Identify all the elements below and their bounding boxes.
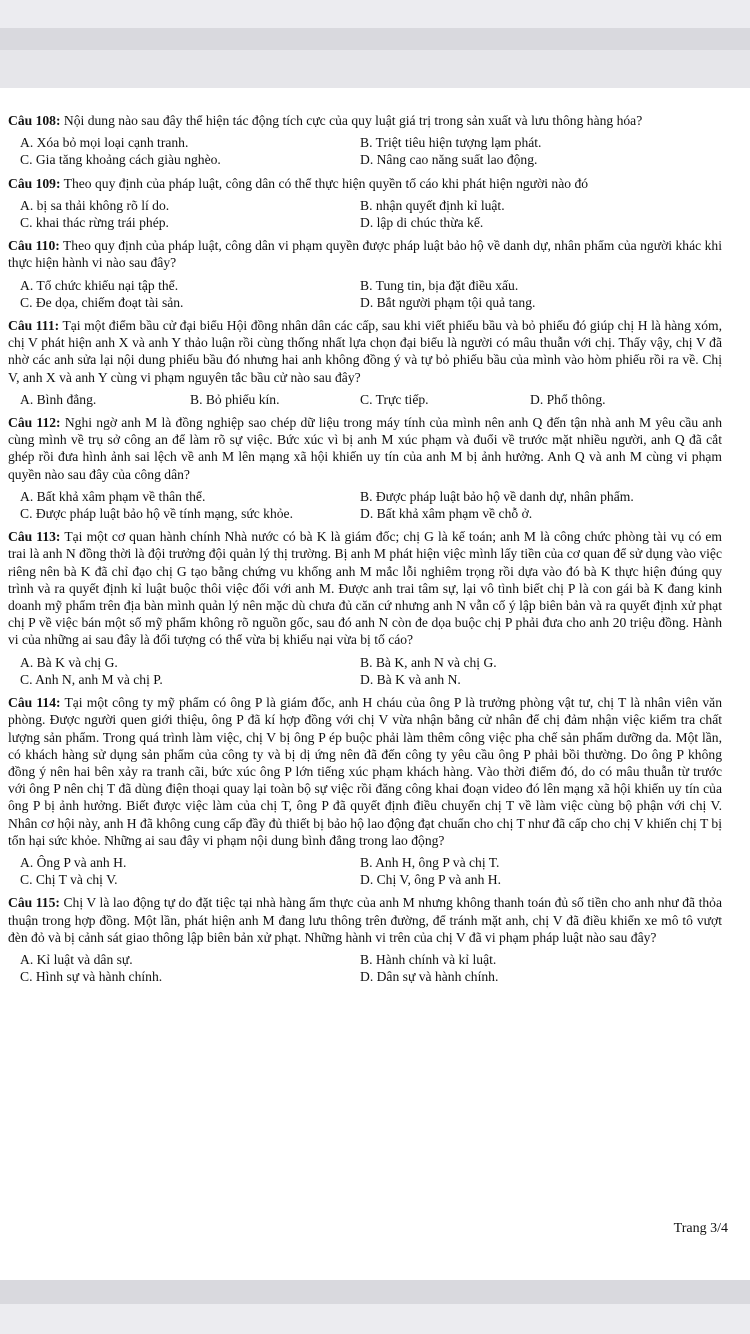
option-d: D. Nâng cao năng suất lao động. (360, 152, 538, 168)
option-d: D. Bà K và anh N. (360, 671, 461, 687)
bottom-divider (0, 1280, 750, 1304)
exam-page (0, 88, 750, 1280)
option-c: C. Gia tăng khoảng cách giàu nghèo. (20, 152, 221, 168)
option-a: A. Xóa bỏ mọi loại cạnh tranh. (20, 135, 189, 151)
question-text: Theo quy định của pháp luật, công dân có thể thực hiện quyền tố cáo khi phát hiện người nào đó (63, 175, 589, 191)
option-c: C. Anh N, anh M và chị P. (20, 671, 163, 687)
question-text: Tại một công ty mỹ phẩm có ông P là giám đốc, anh H cháu của ông P là trưởng phòng vật tư, chị T là nhân viên văn phòng. Được người quen giới thiệu, ông P đã kí hợp đồng với chị V vừa nhận bằng cử nhân để chị đảm nhận việc kiểm tra chất lượng sản phẩm. Trong quá trình làm việc, chị V bị ông P ép buộc phải làm thêm công việc pha chế sản phẩm dưỡng da. Một lần, có khách hàng sử dụng sản phẩm của công ty và bị dị ứng nên đã đến công ty yêu cầu ông P phải bồi thường. Do ông P không đồng ý nên hai bên xảy ra tranh cãi, bức xúc ông P lớn tiếng xúc phạm khách hàng. Vào thời điểm đó, do có mâu thuẫn từ trước với ông P nên chị T đã dùng điện thoại quay lại toàn bộ sự việc rồi đăng công khai đoạn video đó lên mạng xã hội khiến uy tín của ông P bị ảnh hưởng. Biết được việc làm của chị T, ông P đã quyết định điều chuyển chị T về làm việc cùng bộ phận với chị V. Nhân cơ hội này, anh H đã không cung cấp đầy đủ thiết bị bảo hộ lao động đạt chuẩn cho chị T như đã cấp cho chị V khiến chị T bị tổn hại sức khỏe. Những ai sau đây vi phạm nội dung bình đẳng trong lao động? (8, 695, 723, 848)
option-c: C. Chị T và chị V. (20, 872, 118, 888)
option-b: B. Hành chính và kỉ luật. (360, 951, 497, 967)
question-text: Nghi ngờ anh M là đồng nghiệp sao chép dữ liệu trong máy tính của mình nên anh Q đến tận nhà anh M yêu cầu anh cùng mình về trụ sở công an để làm rõ sự việc. Bức xúc vì bị anh M xúc phạm và đuổi về trước mặt nhiều người, anh Q đã cắt ghép rồi đưa hình ảnh sai lệch về anh M lên mạng xã hội khiến uy tín của anh M bị ảnh hưởng. Anh Q và anh M cùng vi phạm quyền nào sau đây của công dân? (8, 415, 722, 482)
options (8, 197, 722, 231)
page-number: Trang 3/4 (673, 1221, 728, 1236)
option-c: C. Trực tiếp. (360, 391, 429, 407)
option-a: A. Bà K và chị G. (20, 654, 118, 670)
options (8, 134, 722, 168)
top-bar (0, 0, 750, 28)
option-d: D. Bất khả xâm phạm về chỗ ở. (360, 506, 533, 522)
option-d: D. lập di chúc thừa kế. (360, 215, 484, 231)
question-number: Câu 112: (8, 415, 61, 431)
option-d: D. Dân sự và hành chính. (360, 969, 499, 985)
question-text: Tại một cơ quan hành chính Nhà nước có bà K là giám đốc; chị G là kế toán; anh M là công chức phòng tài vụ có em trai là anh N đồng thời là đội trưởng đội quản lý thị trường. Bị anh M phát hiện việc mình lấy tiền của cơ quan để sử dụng vào việc riêng nên bà K đã chỉ đạo chị G tạo bằng chứng vu khống anh M mắc lỗi nghiêm trọng rồi dựa vào đó bà K thực hiện đúng quy trình và ra quyết định kỉ luật buộc thôi việc đối với anh M. Được anh trai tâm sự, lại vô tình biết chị P là con gái bà K đang kinh doanh mỹ phẩm trên địa bàn mình quản lý nên mặc dù chưa đủ căn cứ nhưng anh N vẫn cố ý lập biên bản và ra quyết định xử phạt chị P về việc bán một số mỹ phẩm không rõ nguồn gốc, sau đó anh N còn đe dọa buộc chị P phải đưa cho anh 20 triệu đồng. Hành vi của những ai sau đây là đối tượng có thể vừa bị khiếu nại vừa bị tố cáo? (8, 529, 722, 648)
option-a: A. Bất khả xâm phạm về thân thể. (20, 488, 206, 504)
question-number: Câu 108: (8, 113, 61, 128)
options (8, 391, 722, 408)
question-109 (8, 175, 722, 232)
question-108 (8, 112, 722, 169)
option-a: A. Bình đẳng. (20, 391, 97, 407)
question-number: Câu 110: (8, 238, 60, 254)
question-text: Tại một điểm bầu cử đại biểu Hội đồng nhân dân các cấp, sau khi viết phiếu bầu và bỏ phiếu đó giúp chị H là hàng xóm, chị V phát hiện anh X và anh Y thảo luận rồi cùng thống nhất lựa chọn đại biểu là người có mâu thuẫn với chị. Thấy vậy, chị V đã nhờ các anh sửa lại nội dung phiếu bầu đó nhưng hai anh không đồng ý và tự bỏ phiếu bầu của mình vào hòm phiếu rồi ra về. Chị V, anh X và anh Y cùng vi phạm nguyên tắc bầu cử nào sau đây? (8, 318, 723, 385)
question-113 (8, 528, 722, 688)
question-111 (8, 317, 722, 408)
option-c: C. Đe dọa, chiếm đoạt tài sản. (20, 294, 184, 310)
option-d: D. Bắt người phạm tội quả tang. (360, 294, 536, 310)
question-115 (8, 894, 722, 985)
options (8, 654, 722, 688)
question-number: Câu 109: (8, 175, 61, 191)
question-110 (8, 237, 722, 311)
option-d: D. Phổ thông. (530, 391, 606, 407)
question-text: Nội dung nào sau đây thể hiện tác động tích cực của quy luật giá trị trong sản xuất và lưu thông hàng hóa? (63, 113, 643, 128)
question-number: Câu 111: (8, 318, 60, 334)
option-b: B. Triệt tiêu hiện tượng lạm phát. (360, 135, 542, 151)
option-a: A. Ông P và anh H. (20, 854, 127, 870)
question-114 (8, 694, 722, 888)
option-a: A. bị sa thải không rõ lí do. (20, 197, 170, 213)
option-b: B. Bà K, anh N và chị G. (360, 654, 497, 670)
question-112 (8, 414, 722, 522)
option-b: B. Bỏ phiếu kín. (190, 391, 280, 407)
option-c: C. Được pháp luật bảo hộ về tính mạng, sức khỏe. (20, 506, 293, 522)
option-b: B. nhận quyết định kỉ luật. (360, 197, 505, 213)
option-b: B. Được pháp luật bảo hộ về danh dự, nhân phẩm. (360, 488, 634, 504)
option-b: B. Tung tin, bịa đặt điều xấu. (360, 277, 519, 293)
option-a: A. Tổ chức khiếu nại tập thể. (20, 277, 179, 293)
question-text: Theo quy định của pháp luật, công dân vi phạm quyền được pháp luật bảo hộ về danh dự, nhân phẩm của người khác khi thực hiện hành vi nào sau đây? (8, 238, 722, 271)
option-d: D. Chị V, ông P và anh H. (360, 872, 501, 888)
bottom-bar (0, 1304, 750, 1334)
options (8, 951, 722, 985)
options (8, 488, 722, 522)
options (8, 854, 722, 888)
question-number: Câu 113: (8, 529, 61, 545)
option-c: C. khai thác rừng trái phép. (20, 215, 169, 231)
option-c: C. Hình sự và hành chính. (20, 969, 163, 985)
option-b: B. Anh H, ông P và chị T. (360, 854, 500, 870)
question-text: Chị V là lao động tự do đặt tiệc tại nhà hàng ẩm thực của anh M nhưng không thanh toán đủ số tiền cho anh như đã thỏa thuận trong hợp đồng. Một lần, phát hiện anh M đang lưu thông trên đường, để tránh mặt anh, chị V đã điều khiển xe mô tô vượt đèn đỏ và bị cảnh sát giao thông lập biên bản xử phạt. Những hành vi trên của chị V đã vi phạm pháp luật nào sau đây? (8, 895, 722, 945)
option-a: A. Kỉ luật và dân sự. (20, 951, 133, 967)
options (8, 277, 722, 311)
top-divider (0, 28, 750, 50)
question-number: Câu 115: (8, 895, 60, 911)
question-number: Câu 114: (8, 695, 61, 711)
